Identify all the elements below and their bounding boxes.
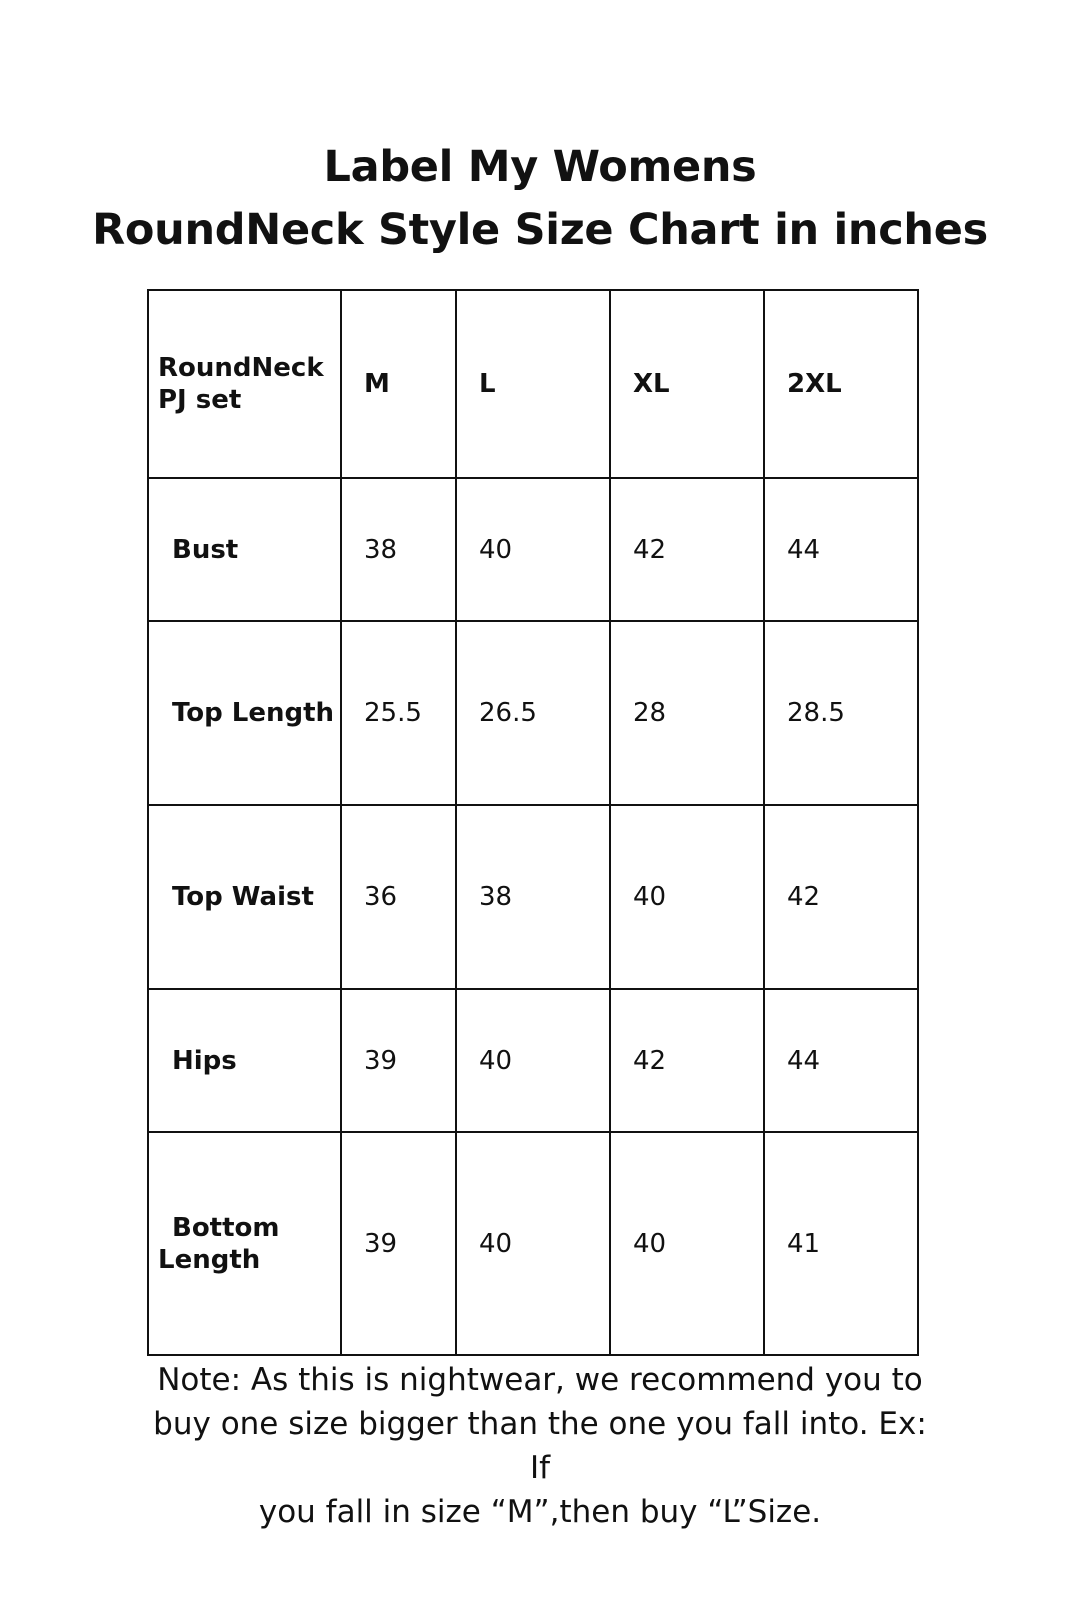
table-cell: 38 (456, 805, 610, 989)
table-cell: 39 (341, 989, 456, 1132)
table-cell: 36 (341, 805, 456, 989)
table-cell: 39 (341, 1132, 456, 1355)
table-row-top-waist (148, 805, 918, 989)
header-size-2xl: 2XL (764, 290, 918, 478)
table-cell: 41 (764, 1132, 918, 1355)
table-row-bottom-length (148, 1132, 918, 1355)
header-label-cell (148, 290, 341, 478)
table-cell: 25.5 (341, 621, 456, 805)
page-title (0, 136, 1080, 262)
note-line-3: you fall in size “M”,then buy “L”Size. (258, 1494, 822, 1530)
table-header-row (148, 290, 918, 478)
table-row-top-length (148, 621, 918, 805)
title-line-2: RoundNeck Style Size Chart in inches (92, 205, 988, 255)
table-cell: 40 (456, 478, 610, 621)
sizing-note (140, 1358, 940, 1534)
table-cell: 40 (456, 989, 610, 1132)
row-label: Top Waist (148, 805, 341, 989)
table-cell: 28 (610, 621, 764, 805)
row-label (148, 1132, 341, 1355)
header-size-xl: XL (610, 290, 764, 478)
size-chart-table (147, 289, 919, 1356)
table-row-hips (148, 989, 918, 1132)
table-cell: 42 (610, 989, 764, 1132)
row-label: Hips (148, 989, 341, 1132)
table-cell: 38 (341, 478, 456, 621)
table-cell: 40 (610, 805, 764, 989)
table-cell: 44 (764, 989, 918, 1132)
row-label-line-1: Bottom (172, 1212, 280, 1243)
table-cell: 44 (764, 478, 918, 621)
title-line-1: Label My Womens (323, 142, 757, 192)
table-cell: 28.5 (764, 621, 918, 805)
header-size-m: M (341, 290, 456, 478)
note-line-1: Note: As this is nightwear, we recommend you to (157, 1362, 923, 1398)
row-label-line-2: Length (158, 1244, 261, 1275)
row-label: Bust (148, 478, 341, 621)
header-size-l: L (456, 290, 610, 478)
header-label-line-2: PJ set (158, 385, 242, 415)
table-row-bust (148, 478, 918, 621)
table-cell: 42 (610, 478, 764, 621)
table-cell: 40 (456, 1132, 610, 1355)
note-line-2: buy one size bigger than the one you fall into. Ex: If (153, 1406, 927, 1486)
table-cell: 26.5 (456, 621, 610, 805)
table-cell: 40 (610, 1132, 764, 1355)
header-label-line-1: RoundNeck (158, 353, 324, 383)
row-label: Top Length (148, 621, 341, 805)
table-cell: 42 (764, 805, 918, 989)
